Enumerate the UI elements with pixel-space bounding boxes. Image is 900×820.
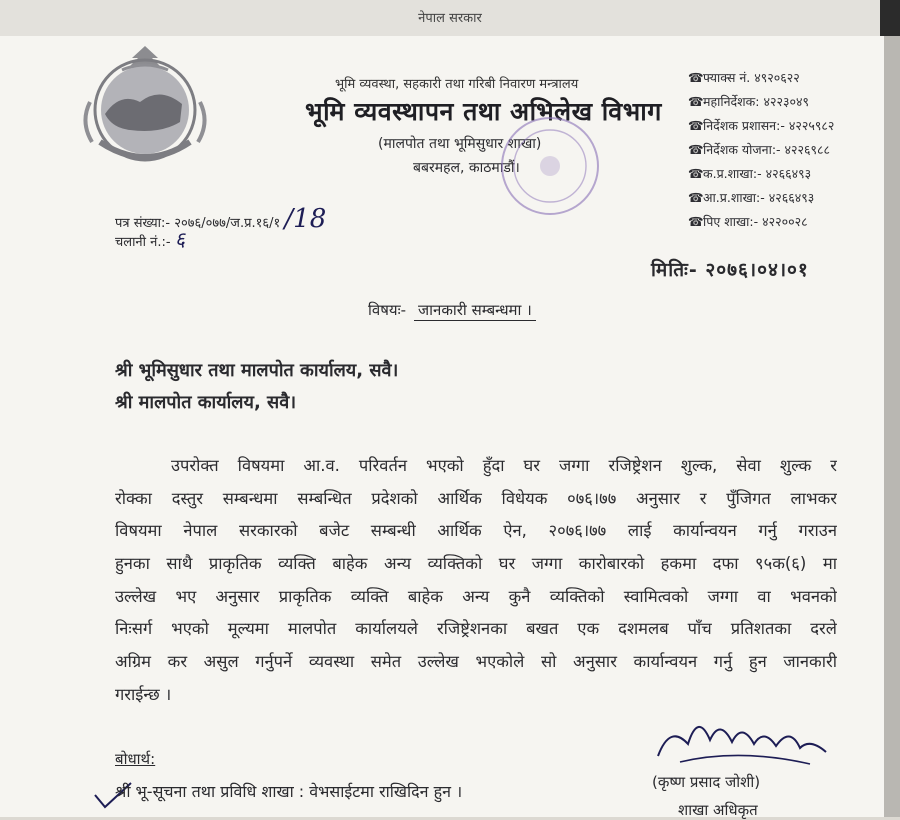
phone-label: निर्देशक योजना:-: [703, 142, 781, 157]
phone-row: [688, 210, 834, 234]
signatory-title: शाखा अधिकृत: [678, 801, 758, 819]
addressee-primary: श्री भूमिसुधार तथा मालपोत कार्यालय, सवै।: [115, 360, 399, 381]
cc-recipient: श्री भू-सूचना तथा प्रविधि शाखा : वेभसाईटमा राखिदिन हुन ।: [115, 782, 463, 801]
phone-row: [688, 66, 834, 90]
telephone-icon: ☎: [688, 166, 704, 181]
subject-text: जानकारी सम्बन्धमा ।: [414, 301, 536, 321]
body-line: गराईन्छ ।: [115, 684, 172, 704]
phone-label: फ्याक्स नं.: [703, 70, 751, 85]
telephone-icon: ☎: [688, 190, 704, 205]
phone-number: ४२२००२८: [762, 214, 808, 229]
phone-label: पिए शाखा:-: [703, 214, 759, 229]
viewer-top-bar: [0, 0, 900, 37]
body-line: उल्लेख भए अनुसार प्राकृतिक व्यक्ति बाहेक अन्य कुनै व्यक्तिको स्वामित्वको जग्गा वा भवनको: [115, 586, 837, 606]
phone-row: [688, 162, 834, 186]
office-address: बबरमहल, काठमाडौं।: [413, 160, 520, 176]
addressee-secondary: श्री मालपोत कार्यालय, सवै।: [115, 392, 297, 413]
phone-row: [688, 114, 834, 138]
phone-directory: [688, 66, 834, 234]
phone-label: महानिर्देशक:: [703, 94, 760, 109]
body-line: निःसर्ग भएको मूल्यमा मालपोत कार्यालयले रजिष्ट्रेशनका बखत एक दशमलब पाँच प्रतिशतका दरले: [115, 619, 837, 639]
letter-body: [115, 450, 837, 712]
telephone-icon: ☎: [688, 94, 704, 109]
body-line: रोक्का दस्तुर सम्बन्धमा सम्बन्धित प्रदेशको आर्थिक विधेयक ०७६।७७ अनुसार र पुँजिगत लाभकर: [115, 488, 837, 508]
phone-number: ४२२३०४९: [763, 94, 809, 109]
phone-label: आ.प्र.शाखा:-: [703, 190, 765, 205]
dispatch-handwritten: ६: [174, 227, 186, 251]
dispatch-label: चलानी नं.:-: [115, 235, 171, 250]
telephone-icon: ☎: [688, 70, 704, 85]
phone-row: [688, 90, 834, 114]
cc-label: बोधार्थ:: [115, 750, 156, 768]
nepal-emblem-icon: [70, 42, 220, 172]
letter-date: मितिः- २०७६।०४।०१: [651, 259, 809, 281]
reference-handwritten: /18: [284, 204, 327, 234]
government-title: नेपाल सरकार: [418, 11, 482, 26]
office-stamp-icon: [498, 114, 602, 218]
dispatch-number: [115, 225, 185, 252]
phone-row: [688, 138, 834, 162]
body-line: अग्रिम कर असुल गर्नुपर्ने व्यवस्था समेत उल्लेख भएकोले सो अनुसार कार्यान्वयन गर्नु हुन जानकारी: [115, 652, 837, 672]
telephone-icon: ☎: [688, 214, 704, 229]
phone-number: ४२६६४९३: [768, 190, 815, 205]
telephone-icon: ☎: [688, 118, 704, 133]
ministry-name: भूमि व्यवस्था, सहकारी तथा गरिबी निवारण मन्त्रालय: [335, 77, 579, 92]
body-line: उपरोक्त विषयमा आ.व. परिवर्तन भएको हुँदा घर जग्गा रजिष्ट्रेशन शुल्क, सेवा शुल्क र: [171, 456, 837, 475]
telephone-icon: ☎: [688, 142, 704, 157]
phone-row: [688, 186, 834, 210]
phone-number: ४२६६४९३: [765, 166, 812, 181]
signature-icon: [650, 704, 835, 774]
department-name: भूमि व्यवस्थापन तथा अभिलेख विभाग: [305, 97, 662, 126]
branch-name: (मालपोत तथा भूमिसुधार शाखा): [378, 136, 542, 152]
body-line: विषयमा नेपाल सरकारको बजेट सम्बन्धी आर्थिक ऐन, २०७६।७७ लाई कार्यान्वयन गर्नु गराउन: [115, 521, 837, 541]
phone-number: ४२२५९८२: [788, 118, 835, 133]
body-line: हुनका साथै प्राकृतिक व्यक्ति बाहेक अन्य व्यक्तिको घर जग्गा कारोबारको हकमा दफा ९५क(६) मा: [115, 554, 837, 574]
phone-label: निर्देशक प्रशासन:-: [703, 118, 785, 133]
subject-line: [368, 300, 536, 320]
page-edge-shadow: [884, 36, 900, 817]
subject-label: विषयः-: [368, 301, 407, 319]
signatory-name: (कृष्ण प्रसाद जोशी): [652, 773, 761, 791]
phone-number: ४२२६९८८: [784, 142, 831, 157]
reference-label: पत्र संख्या:-: [115, 216, 171, 231]
phone-number: ४९२०६२२: [754, 70, 800, 85]
window-edge: [880, 0, 900, 36]
phone-label: क.प्र.शाखा:-: [703, 166, 762, 181]
reference-value: २०७६/०७७/ज.प्र.१६/१: [174, 216, 281, 231]
letter-page: [0, 36, 884, 817]
